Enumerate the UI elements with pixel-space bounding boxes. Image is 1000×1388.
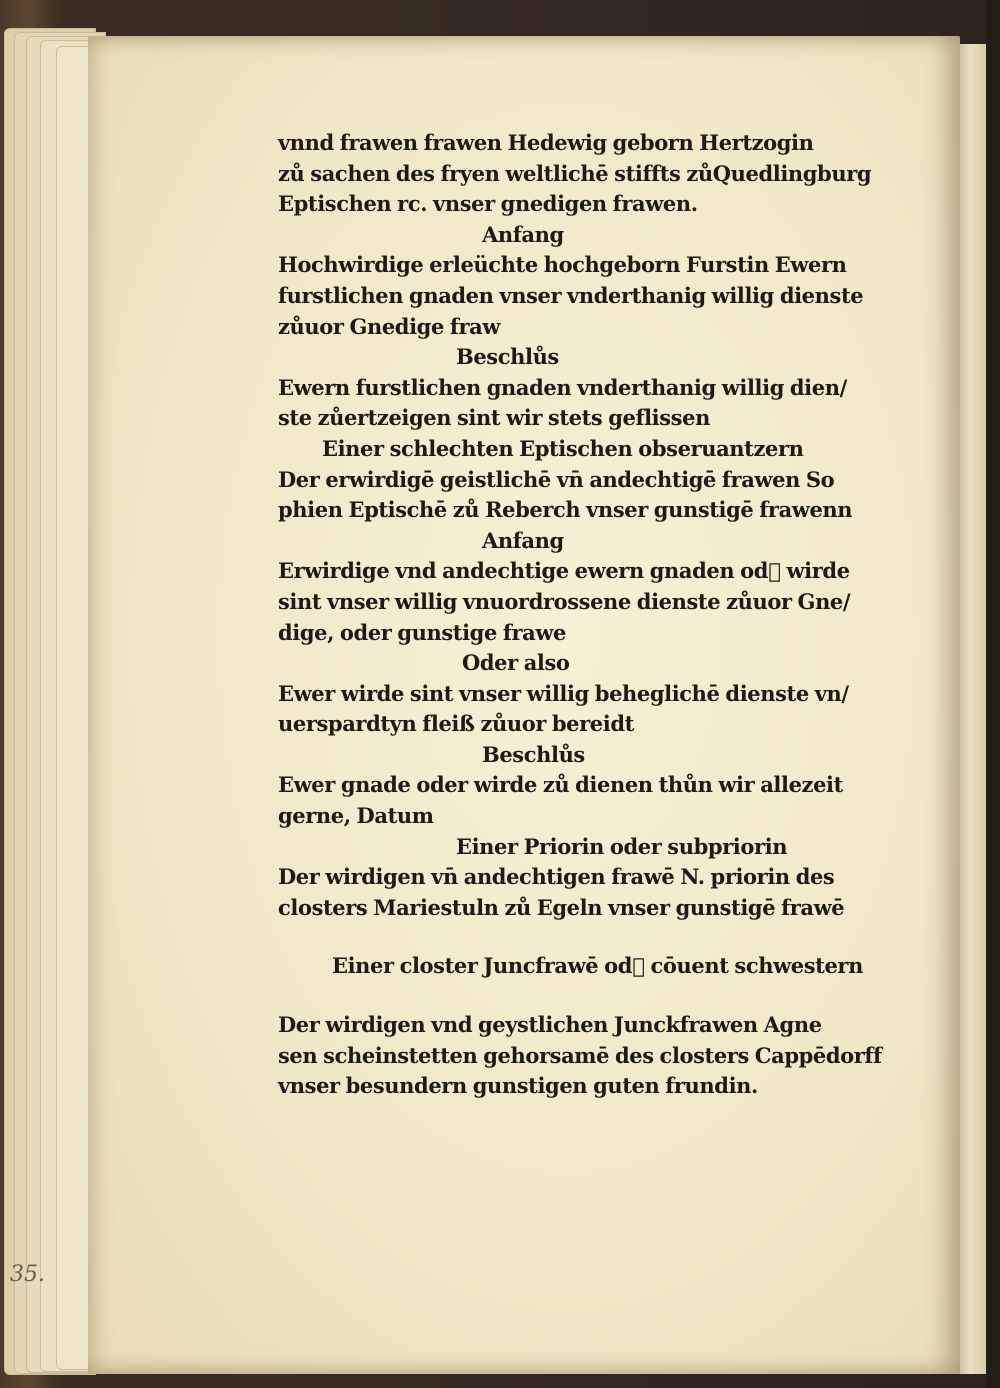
text-line: Anfang <box>482 527 564 553</box>
text-line: vnnd frawen frawen Hedewig geborn Hertzogin <box>278 130 814 155</box>
text-line: gerne, Datum <box>278 803 434 829</box>
text-line: furstlichen gnaden vnser vnderthanig willig dienste <box>278 282 864 308</box>
folio-number: 35. <box>10 1262 45 1287</box>
text-line: Einer schlechten Eptischen obseruantzern <box>322 435 804 461</box>
text-line: Der wirdigen vnd geystlichen Junckfrawen Agne <box>278 1012 822 1038</box>
text-line: vnser besundern gunstigen guten frundin. <box>278 1073 758 1099</box>
text-line: Der wirdigen vn̄ andechtigen frawē N. priorin des <box>278 864 835 890</box>
text-line: Ewer gnade oder wirde zů dienen thůn wir allezeit <box>278 772 843 798</box>
text-line: Eptischen rc. vnser gnedigen frawen. <box>278 191 698 217</box>
text-line: uerspardtyn fleiß zůuor bereidt <box>278 711 634 737</box>
line-gap <box>278 982 918 1010</box>
text-line: phien Eptischē zů Reberch vnser gunstigē frawenn <box>278 497 853 523</box>
book-cover-edge <box>986 0 1000 1388</box>
text-line: Einer closter Juncfrawē od᷑ cōuent schwestern <box>332 953 863 979</box>
text-line: Erwirdige vnd andechtige ewern gnaden od᷑ wirde <box>278 558 850 584</box>
text-line: dige, oder gunstige frawe <box>278 619 566 645</box>
text-line: Ewern furstlichen gnaden vnderthanig willig dien/ <box>278 374 847 400</box>
line-gap <box>278 923 918 951</box>
text-block <box>278 128 918 1102</box>
text-line: Anfang <box>482 221 564 247</box>
text-line: ste zůertzeigen sint wir stets geflissen <box>278 405 710 431</box>
text-line: Der erwirdigē geistlichē vn̄ andechtigē frawen So <box>278 466 835 492</box>
text-line: Ewer wirde sint vnser willig beheglichē dienste vn/ <box>278 680 849 706</box>
text-line: Beschlůs <box>456 344 559 370</box>
text-line: closters Mariestuln zů Egeln vnser gunstigē frawē <box>278 894 845 920</box>
text-line: Einer Priorin oder subpriorin <box>456 833 788 859</box>
text-line: sint vnser willig vnuordrossene dienste zůuor Gne/ <box>278 588 851 614</box>
text-line: sen scheinstetten gehorsamē des closters Cappēdorff <box>278 1042 882 1068</box>
text-line: Hochwirdige erleüchte hochgeborn Furstin Ewern <box>278 252 847 278</box>
text-line: zůuor Gnedige fraw <box>278 313 501 339</box>
text-line: zů sachen des fryen weltlichē stiffts zůQuedlingburg <box>278 160 872 186</box>
text-line: Oder also <box>462 650 570 676</box>
text-line: Beschlůs <box>482 741 585 767</box>
facing-page-edge <box>958 44 988 1374</box>
